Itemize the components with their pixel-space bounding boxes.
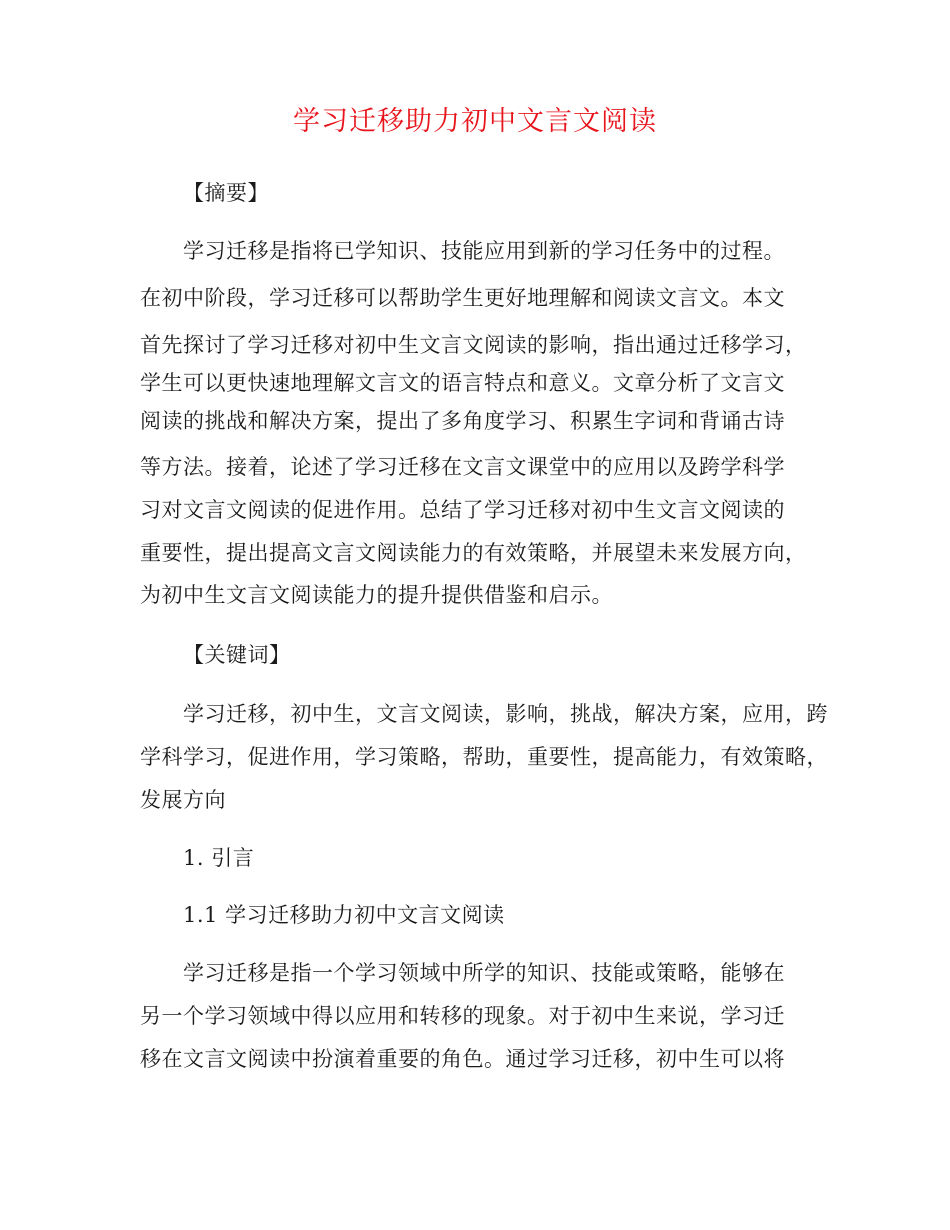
body-line: 另一个学习领域中得以应用和转移的现象。对于初中生来说，学习迁 — [140, 1004, 785, 1028]
abstract-line: 等方法。接着，论述了学习迁移在文言文课堂中的应用以及跨学科学 — [140, 455, 785, 479]
keywords-line: 学习迁移，初中生，文言文阅读，影响，挑战，解决方案，应用，跨 — [183, 702, 828, 726]
abstract-line: 为初中生文言文阅读能力的提升提供借鉴和启示。 — [140, 583, 613, 607]
keywords-line: 发展方向 — [140, 788, 226, 812]
abstract-line: 学习迁移是指将已学知识、技能应用到新的学习任务中的过程。 — [183, 239, 785, 263]
abstract-line: 习对文言文阅读的促进作用。总结了学习迁移对初中生文言文阅读的 — [140, 498, 785, 522]
keywords-line: 学科学习，促进作用，学习策略，帮助，重要性，提高能力，有效策略， — [140, 745, 828, 769]
body-line: 移在文言文阅读中扮演着重要的角色。通过学习迁移，初中生可以将 — [140, 1047, 785, 1071]
abstract-line: 在初中阶段，学习迁移可以帮助学生更好地理解和阅读文言文。本文 — [140, 286, 785, 310]
abstract-line: 重要性，提出提高文言文阅读能力的有效策略，并展望未来发展方向， — [140, 541, 807, 565]
document-title: 学习迁移助力初中文言文阅读 — [293, 106, 657, 137]
abstract-line: 阅读的挑战和解决方案，提出了多角度学习、积累生字词和背诵古诗 — [140, 409, 785, 433]
keywords-heading: 【关键词】 — [183, 643, 291, 667]
abstract-heading: 【摘要】 — [183, 181, 269, 205]
body-line: 学习迁移是指一个学习领域中所学的知识、技能或策略，能够在 — [183, 961, 785, 985]
abstract-line: 首先探讨了学习迁移对初中生文言文阅读的影响，指出通过迁移学习， — [140, 333, 807, 357]
section-heading-1: 1. 引言 — [183, 846, 255, 870]
section-heading-1-1: 1.1 学习迁移助力初中文言文阅读 — [183, 903, 505, 927]
abstract-line: 学生可以更快速地理解文言文的语言特点和意义。文章分析了文言文 — [140, 371, 785, 395]
